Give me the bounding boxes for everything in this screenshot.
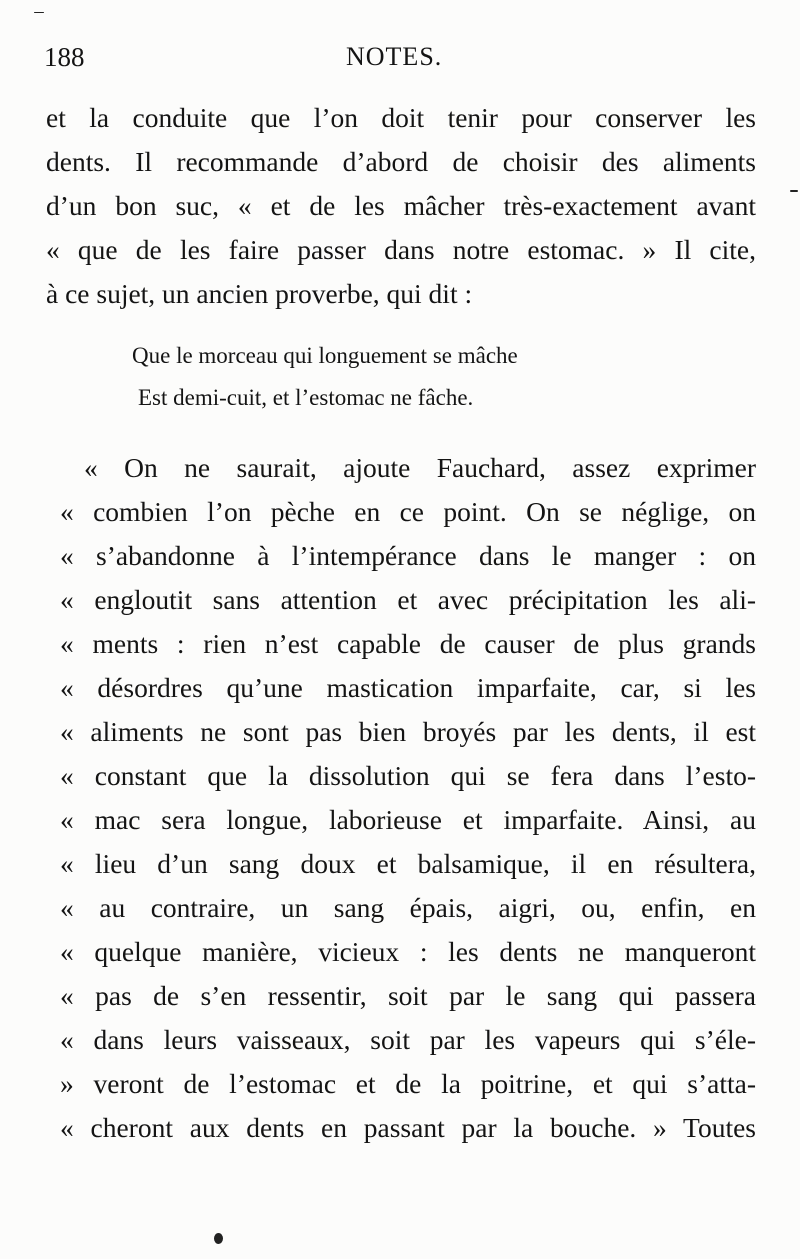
text-line: « lieu d’un sang doux et balsamique, il en résultera, <box>60 848 756 879</box>
text-line: « au contraire, un sang épais, aigri, ou, enfin, en <box>60 892 756 923</box>
text-line: « dans leurs vaisseaux, soit par les vapeurs qui s’éle- <box>60 1024 756 1055</box>
text-line: et la conduite que l’on doit tenir pour conserver les <box>46 102 756 133</box>
text-line: « que de les faire passer dans notre estomac. » Il cite, <box>46 234 756 265</box>
text-line: d’un bon suc, « et de les mâcher très-exactement avant <box>46 190 756 221</box>
text-line: « cheront aux dents en passant par la bouche. » Toutes <box>60 1112 756 1143</box>
text-line: » veront de l’estomac et de la poitrine, et qui s’atta- <box>60 1068 756 1099</box>
text-line: « pas de s’en ressentir, soit par le sang qui passera <box>60 980 756 1011</box>
text-line: « quelque manière, vicieux : les dents ne manqueront <box>60 936 756 967</box>
verse-line: Que le morceau qui longuement se mâche <box>132 343 518 368</box>
page-number: 188 <box>44 42 85 72</box>
ink-speck <box>214 1233 223 1244</box>
text-line: « ments : rien n’est capable de causer de plus grands <box>60 628 756 659</box>
text-line: « combien l’on pèche en ce point. On se néglige, on <box>60 496 756 527</box>
text-line: « engloutit sans attention et avec précipitation les ali- <box>60 584 756 615</box>
text-line: « mac sera longue, laborieuse et imparfaite. Ainsi, au <box>60 804 756 835</box>
text-line: « On ne saurait, ajoute Fauchard, assez exprimer <box>84 452 756 483</box>
text-line: « constant que la dissolution qui se fera dans l’esto- <box>60 760 756 791</box>
text-line: « s’abandonne à l’intempérance dans le manger : on <box>60 540 756 571</box>
ink-speck <box>34 12 44 13</box>
text-line: dents. Il recommande d’abord de choisir des aliments <box>46 146 756 177</box>
verse-line: Est demi-cuit, et l’estomac ne fâche. <box>138 385 474 410</box>
text-line: « aliments ne sont pas bien broyés par les dents, il est <box>60 716 756 747</box>
text-line: « désordres qu’une mastication imparfaite, car, si les <box>60 672 756 703</box>
ink-speck <box>790 190 798 192</box>
running-head: NOTES. <box>346 42 443 71</box>
text-line: à ce sujet, un ancien proverbe, qui dit : <box>46 278 473 309</box>
